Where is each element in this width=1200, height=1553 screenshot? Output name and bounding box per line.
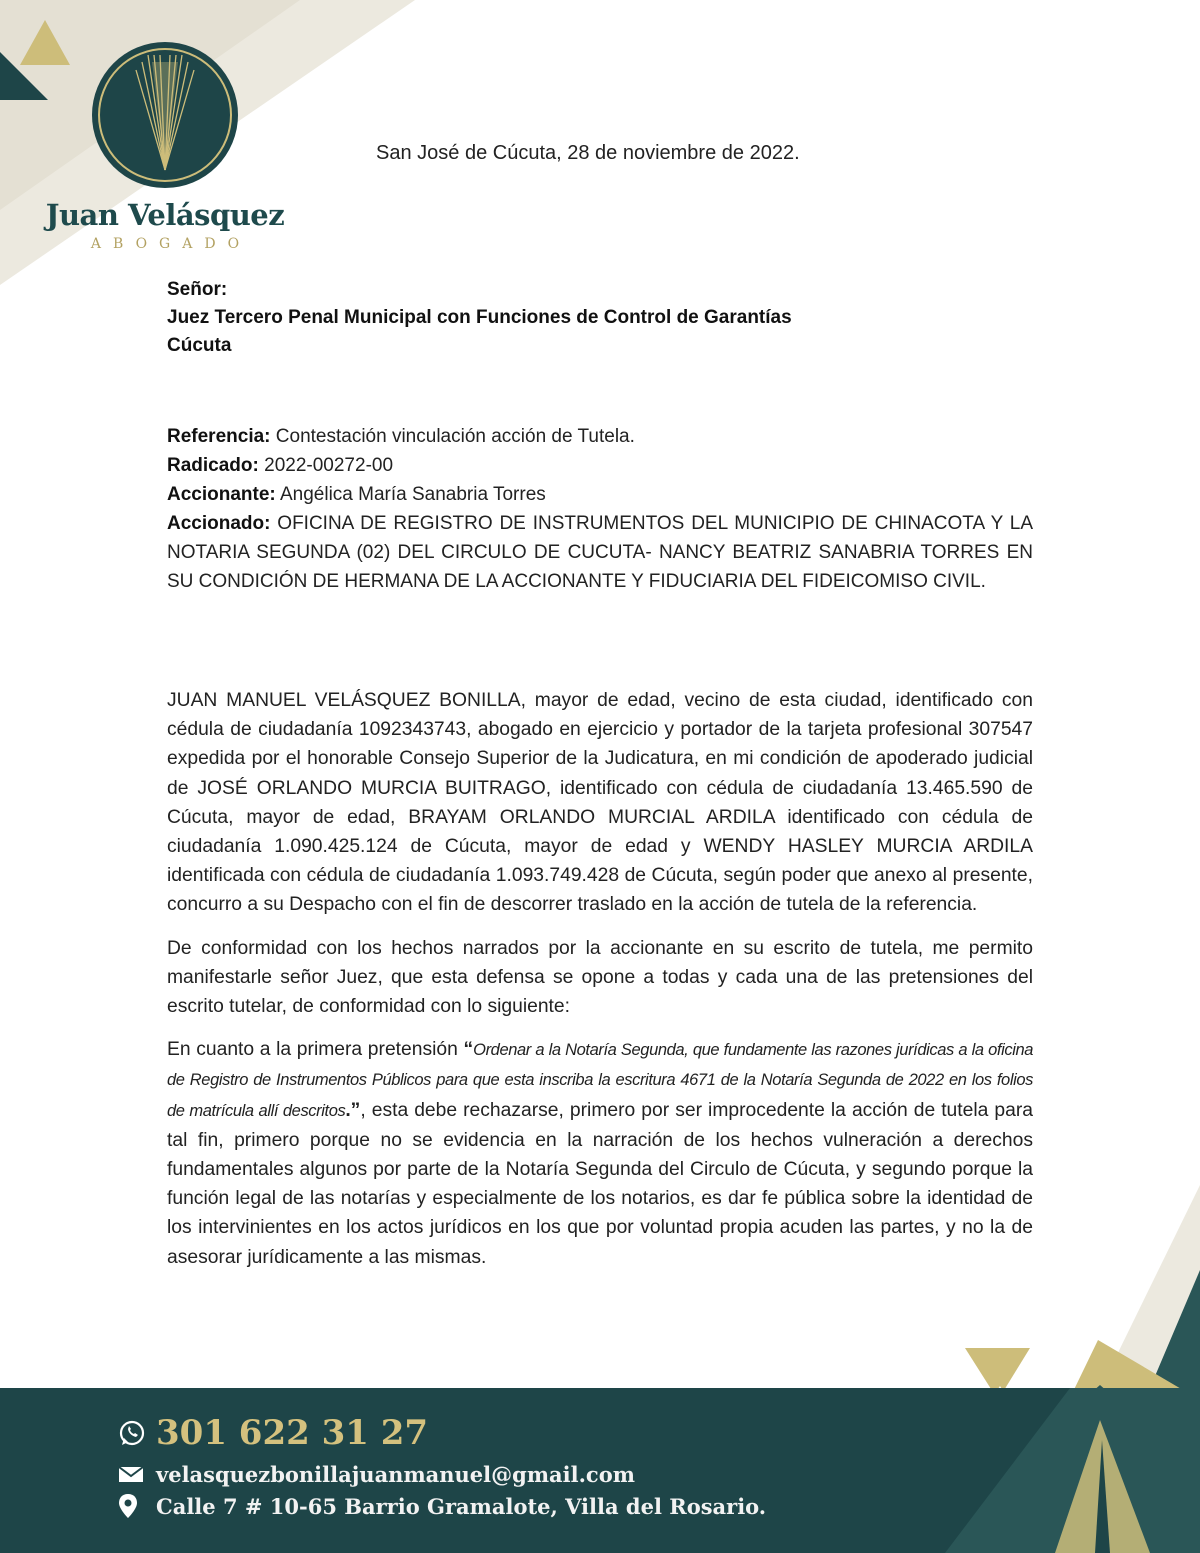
accionado-value: OFICINA DE REGISTRO DE INSTRUMENTOS DEL MUNICIPIO DE CHINACOTA Y LA NOTARIA SEGUNDA (02) DEL CIRCULO DE CUCUTA- NANCY BEATRIZ SANABRIA TORRES EN SU CONDICIÓN DE HERMANA DE LA ACCIONANTE Y FIDUCIARIA DEL FIDEICOMISO CIVIL. <box>167 513 1033 592</box>
footer-phone <box>118 1408 766 1458</box>
brand-name: Juan Velásquez <box>45 198 285 232</box>
radicado-value: 2022-00272-00 <box>258 455 394 476</box>
brand-logo <box>40 40 290 270</box>
accionante-value: Angélica María Sanabria Torres <box>275 484 546 505</box>
body-paragraph-2: De conformidad con los hechos narrados por la accionante en su escrito de tutela, me permito manifestarle señor Juez, que esta defensa se opone a todas y cada una de las pretensiones del escrito tutelar, de conformidad con lo siguiente: <box>167 937 1033 1018</box>
quote-close-mark: .” <box>345 1099 361 1121</box>
accionado-label: Accionado: <box>167 513 271 534</box>
addressee-city: Cúcuta <box>167 335 232 356</box>
letter-body <box>167 686 1033 1286</box>
logo-emblem <box>90 40 240 190</box>
phone-number: 301 622 31 27 <box>156 1413 429 1453</box>
addressee-salutation: Señor: <box>167 279 228 300</box>
footer-address <box>118 1490 766 1522</box>
quoted-pretension: Ordenar a la Notaría Segunda, que fundamente las razones jurídicas a la oficina de Registro de Instrumentos Públicos para que esta inscriba la escritura 4671 de la Notaría Segunda de 2022 en los folios de matrícula allí descritos <box>167 1041 1034 1120</box>
email-address: velasquezbonillajuanmanuel@gmail.com <box>156 1461 635 1487</box>
accionado-line <box>167 509 1033 596</box>
whatsapp-icon <box>118 1417 150 1449</box>
radicado-line <box>167 451 1033 480</box>
body-paragraph-3 <box>167 1035 1033 1272</box>
reference-label: Referencia: <box>167 426 271 447</box>
p3-rest: , esta debe rechazarse, primero por ser improcedente la acción de tutela para tal fin, primero porque no se evidencia en la narración de los hechos vulneración a derechos fundamentales algunos por parte de la Notaría Segunda del Circulo de Cúcuta, y segundo porque la función legal de las notarías y especialmente de los notarios, es dar fe pública sobre la identidad de los intervinientes en los actos jurídicos en los que por voluntad propia acuden las partes, y no la de asesorar jurídicamente a las mismas. <box>167 1099 1034 1268</box>
street-address: Calle 7 # 10-65 Barrio Gramalote, Villa del Rosario. <box>156 1493 767 1519</box>
quote-open-mark: “ <box>463 1039 474 1061</box>
accionante-label: Accionante: <box>167 484 276 505</box>
addressee-title: Juez Tercero Penal Municipal con Funciones de Control de Garantías <box>167 307 792 328</box>
reference-line <box>167 422 1033 451</box>
radicado-label: Radicado: <box>167 455 259 476</box>
reference-value: Contestación vinculación acción de Tutela. <box>270 426 635 447</box>
footer-contact <box>118 1408 766 1522</box>
accionante-line <box>167 480 1033 509</box>
body-paragraph-1: JUAN MANUEL VELÁSQUEZ BONILLA, mayor de edad, vecino de esta ciudad, identificado con cédula de ciudadanía 1092343743, abogado en ejercicio y portador de la tarjeta profesional 307547 expedida por el honorable Consejo Superior de la Judicatura, en mi condición de apoderado judicial de JOSÉ ORLANDO MURCIA BUITRAGO, identificado con cédula de ciudadanía 13.465.590 de Cúcuta, mayor de edad, BRAYAM ORLANDO MURCIAL ARDILA identificado con cédula de ciudadanía 1.090.425.124 de Cúcuta, mayor de edad y WENDY HASLEY MURCIA ARDILA identificada con cédula de ciudadanía 1.093.749.428 de Cúcuta, según poder que anexo al presente, concurro a su Despacho con el fin de descorrer traslado en la acción de tutela de la referencia. <box>167 690 1033 916</box>
mail-icon <box>118 1458 150 1490</box>
p3-intro: En cuanto a la primera pretensión <box>167 1039 464 1061</box>
footer-email <box>118 1458 766 1490</box>
addressee-block <box>167 276 792 360</box>
location-pin-icon <box>118 1490 150 1522</box>
reference-block <box>167 422 1033 596</box>
brand-subtitle: ABOGADO <box>90 236 252 252</box>
letter-date: San José de Cúcuta, 28 de noviembre de 2022. <box>376 142 800 164</box>
